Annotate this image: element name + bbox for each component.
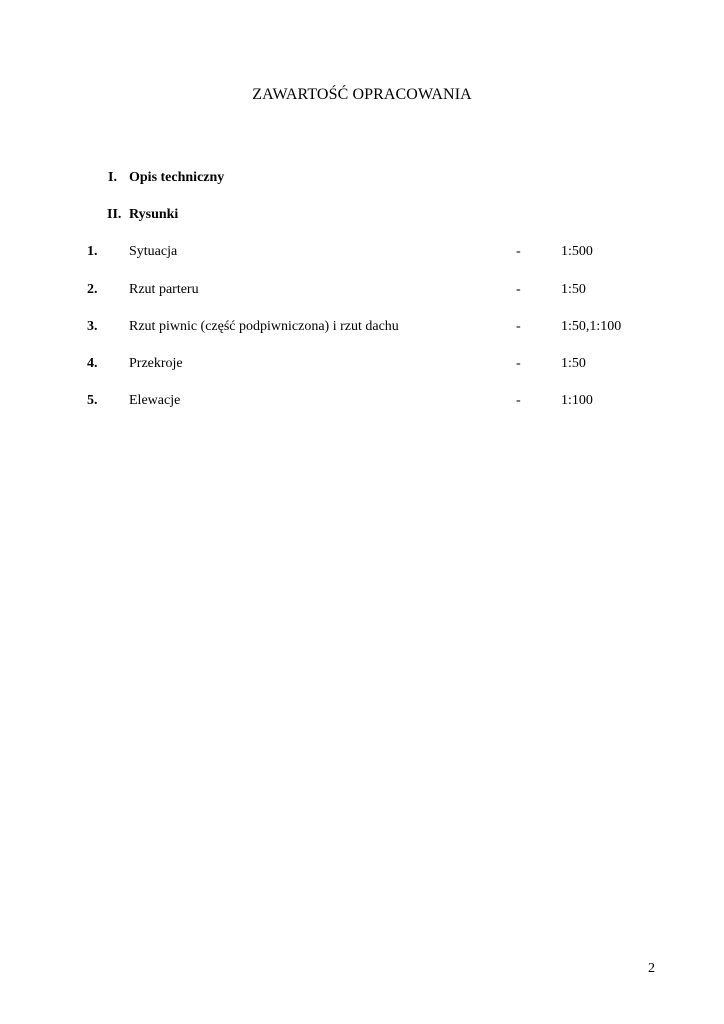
drawing-list-item: [0, 244, 724, 264]
drawing-dash: -: [516, 356, 521, 371]
section-opis-techniczny: [0, 170, 724, 190]
drawing-name: Rzut parteru: [129, 282, 199, 297]
drawing-list-item: [0, 393, 724, 413]
drawing-scale: 1:500: [561, 244, 593, 259]
drawing-number: 2.: [87, 282, 98, 297]
drawing-dash: -: [516, 282, 521, 297]
drawing-scale: 1:50: [561, 282, 586, 297]
drawing-number: 5.: [87, 393, 98, 408]
drawing-scale: 1:50: [561, 356, 586, 371]
drawing-dash: -: [516, 393, 521, 408]
drawing-number: 4.: [87, 356, 98, 371]
section-rysunki: [0, 207, 724, 227]
drawing-name: Sytuacja: [129, 244, 178, 259]
drawing-list-item: [0, 319, 724, 339]
drawing-name: Rzut piwnic (część podpiwniczona) i rzut dachu: [129, 319, 399, 334]
drawing-scale: 1:100: [561, 393, 593, 408]
drawing-dash: -: [516, 319, 521, 334]
drawing-list-item: [0, 356, 724, 376]
drawing-name: Elewacje: [129, 393, 181, 408]
drawing-dash: -: [516, 244, 521, 259]
drawing-number: 1.: [87, 244, 98, 259]
drawing-name: Przekroje: [129, 356, 183, 371]
section-label: Rysunki: [129, 207, 179, 222]
drawing-list-item: [0, 282, 724, 302]
page-number: 2: [648, 961, 655, 976]
section-numeral: I.: [108, 170, 117, 185]
section-numeral: II.: [107, 207, 122, 222]
drawing-number: 3.: [87, 319, 98, 334]
page-title: ZAWARTOŚĆ OPRACOWANIA: [252, 86, 472, 103]
drawing-scale: 1:50,1:100: [561, 319, 622, 334]
section-label: Opis techniczny: [129, 170, 225, 185]
